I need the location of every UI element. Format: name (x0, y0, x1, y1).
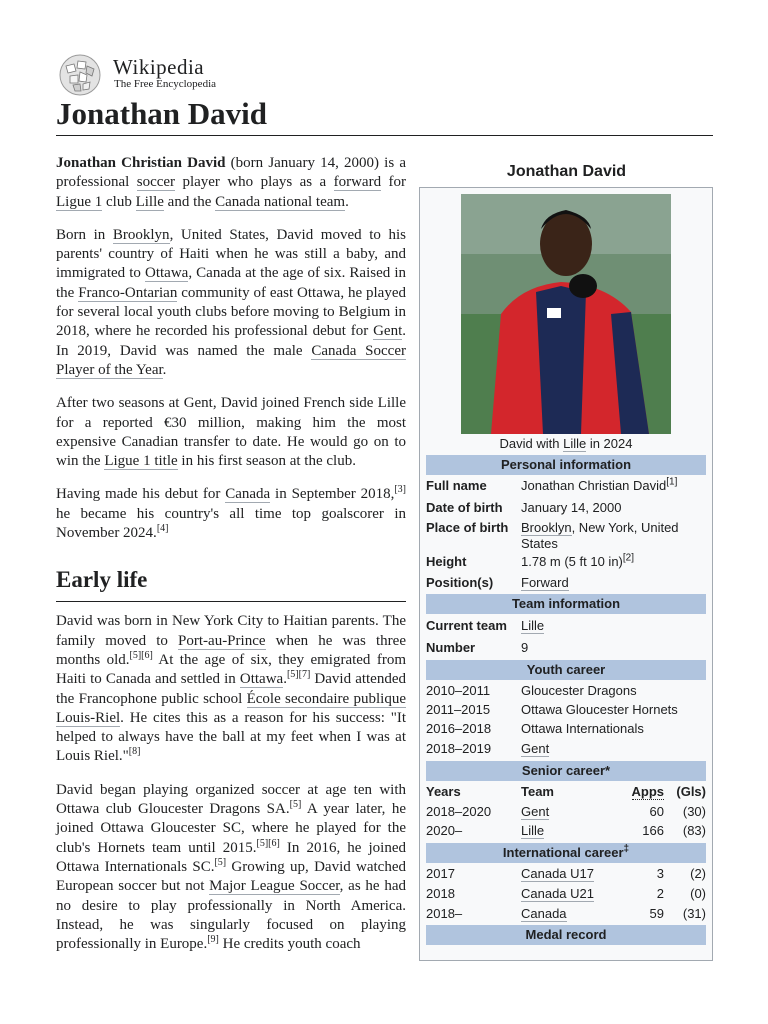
text: , Canada at the age of six. Raised in the (56, 265, 406, 301)
intro-paragraph-3 (56, 394, 406, 471)
reference-link[interactable]: [2] (622, 552, 635, 564)
reference-link[interactable]: [5] (214, 856, 227, 868)
image-caption (420, 436, 712, 452)
team (521, 866, 631, 882)
section-header-team: Team information (426, 594, 706, 614)
text: , New York, United States (521, 520, 679, 551)
text: He credits youth coach (218, 936, 361, 953)
title-divider (56, 135, 713, 136)
text: 1.78 m (5 ft 10 in) (521, 554, 623, 569)
page-title: Jonathan David (56, 96, 268, 131)
reference-link[interactable]: [5][6] (129, 649, 153, 661)
label: Number (426, 640, 476, 655)
lead-name: Jonathan Christian David (56, 155, 226, 171)
team: Gloucester Dragons (521, 683, 637, 698)
team (521, 886, 631, 902)
label: Height (426, 554, 467, 569)
label: Place of birth (426, 520, 509, 535)
text: in his first season at the club. (177, 453, 356, 470)
label: Position(s) (426, 575, 494, 590)
text: David with (499, 436, 564, 451)
years: 2016–2018 (426, 721, 492, 736)
goals: (30) (682, 804, 706, 819)
label: Current team (426, 618, 507, 633)
link-brooklyn[interactable]: Brooklyn (112, 226, 170, 243)
reference-link[interactable]: [1] (666, 476, 678, 488)
text: Jonathan Christian David (521, 478, 667, 493)
text: In 2016, he joined Ottawa Internationals SC. (56, 839, 406, 875)
value: January 14, 2000 (521, 500, 622, 515)
team: Ottawa Gloucester Hornets (521, 702, 678, 717)
text: in 2024 (586, 436, 633, 451)
link-forward[interactable]: Forward (521, 575, 569, 590)
goals: (83) (682, 823, 706, 838)
value (521, 575, 706, 591)
text: . (283, 671, 287, 688)
link-ecole-louis-riel[interactable]: École secondaire publique Louis-Riel (56, 690, 406, 726)
team (521, 906, 631, 922)
team (521, 823, 631, 839)
link-ottawa[interactable]: Ottawa (145, 265, 189, 282)
column-years: Years (426, 784, 461, 799)
text: David attended the Francophone public school (56, 671, 406, 707)
reference-link[interactable]: [4] (156, 523, 169, 535)
link-lille[interactable]: Lille (135, 193, 164, 210)
reference-link[interactable]: [3] (394, 484, 406, 496)
reference-link[interactable]: [9] (207, 934, 219, 946)
apps: 59 (649, 906, 664, 921)
text: and the (163, 193, 216, 210)
intro-paragraph-1 (56, 154, 406, 212)
link-major-league-soccer[interactable]: Major League Soccer (209, 878, 340, 895)
link-canada-national-team[interactable]: Canada national team (215, 193, 346, 210)
link-canada[interactable]: Canada (225, 486, 271, 503)
wikipedia-tagline: The Free Encyclopedia (114, 78, 217, 90)
early-life-paragraph-2 (56, 781, 406, 955)
section-header-youth: Youth career (426, 660, 706, 680)
text: , as he had no desire to play professionally in North America. Instead, he was singularly focused on playing professionally in Europe. (56, 878, 406, 953)
text: Apps (631, 784, 664, 799)
goals: (2) (690, 866, 706, 881)
link-ottawa[interactable]: Ottawa (239, 671, 284, 688)
apps: 3 (656, 866, 664, 881)
link-canada-u17[interactable]: Canada U17 (521, 866, 594, 881)
value (521, 478, 706, 494)
goals: (0) (690, 886, 706, 901)
text: for (381, 174, 406, 191)
intro-paragraph-2 (56, 226, 406, 380)
player-photo[interactable] (461, 194, 671, 434)
text: . In 2019, David was named the male (56, 323, 406, 359)
years: 2018–2020 (426, 804, 492, 819)
reference-link[interactable]: [5][6] (256, 837, 280, 849)
text: Growing up, David watched European soccer but not (56, 858, 406, 895)
text: A year later, he joined Ottawa Gloucester SC, where he played for the club's Hornets team until 2015. (56, 801, 406, 856)
link-franco-ontarian[interactable]: Franco-Ontarian (78, 284, 178, 301)
apps: 60 (649, 804, 664, 819)
text: community of east Ottawa, he played for several local youth clubs before moving to Belgium in 2018, where he recorded his professional debut for (56, 284, 406, 340)
link-ligue-1-title[interactable]: Ligue 1 title (104, 453, 178, 470)
years: 2017 (426, 866, 455, 881)
years: 2018– (426, 906, 463, 921)
link-gent[interactable]: Gent (521, 741, 550, 756)
link-port-au-prince[interactable]: Port-au-Prince (178, 632, 266, 649)
apps: 166 (642, 823, 664, 838)
text: . He cites this as a reason for his success: "It helped to always have the ball at my feet when I was at Louis Riel." (56, 709, 406, 765)
link-player-of-the-year[interactable]: Canada Soccer Player of the Year (56, 342, 406, 378)
text: . (162, 361, 167, 378)
section-header-international (426, 843, 706, 863)
value (521, 618, 706, 634)
years: 2020– (426, 823, 463, 838)
label: Date of birth (426, 500, 503, 515)
years: 2018–2019 (426, 741, 492, 756)
years: 2010–2011 (426, 683, 491, 698)
text: . (345, 193, 349, 210)
link-gent[interactable]: Gent (521, 804, 550, 819)
link-brooklyn[interactable]: Brooklyn (521, 520, 572, 535)
apps: 2 (656, 886, 664, 901)
years: 2011–2015 (426, 702, 491, 717)
link-ligue-1[interactable]: Ligue 1 (56, 193, 103, 210)
section-header-personal: Personal information (426, 455, 706, 475)
early-life-paragraph-1 (56, 612, 406, 766)
wikipedia-wordmark[interactable]: Wikipedia (113, 55, 205, 79)
column-team: Team (521, 784, 554, 799)
text: in September 2018, (270, 486, 395, 503)
infobox-title: Jonathan David (506, 163, 627, 180)
reference-link[interactable]: [8] (128, 746, 141, 758)
text: David was born in New York City to Haitian parents. The family moved to (56, 613, 406, 649)
text: Born in (56, 226, 113, 243)
link-lille[interactable]: Lille (521, 618, 545, 633)
section-header-senior: Senior career* (426, 761, 706, 781)
link-lille[interactable]: Lille (521, 823, 545, 838)
footnote-mark[interactable]: ‡ (623, 843, 630, 855)
link-canada[interactable]: Canada (521, 906, 567, 921)
text: (born January 14, 2000) is a professional (56, 155, 406, 191)
section-header-medal-record[interactable]: Medal record (426, 925, 706, 945)
section-heading-early-life: Early life (56, 563, 406, 602)
text: club (102, 193, 136, 210)
text: player who plays as a (175, 174, 334, 191)
years: 2018 (426, 886, 455, 901)
value: 9 (521, 640, 529, 655)
reference-link[interactable]: [5][7] (286, 669, 311, 681)
text: he became his country's all time top goalscorer in November 2024. (56, 505, 406, 542)
text: At the age of six, they emigrated from Haiti to Canada and settled in (56, 651, 406, 688)
link-forward[interactable]: forward (333, 174, 382, 191)
intro-paragraph-4 (56, 485, 406, 543)
column-apps[interactable] (626, 784, 664, 800)
text: David began playing organized soccer at age ten with Ottawa club Gloucester Dragons SA. (56, 781, 406, 818)
text: After two seasons at Gent, David joined French side Lille for a reported €30 million, making him the most expensive Canadian transfer to date. He would go on to win the (56, 395, 406, 470)
link-gent[interactable]: Gent (373, 323, 403, 340)
link-soccer[interactable]: soccer (136, 174, 176, 191)
reference-link[interactable]: [5] (289, 799, 302, 811)
label: Full name (426, 478, 487, 493)
link-canada-u21[interactable]: Canada U21 (521, 886, 594, 901)
team (521, 741, 706, 757)
team (521, 804, 631, 820)
team: Ottawa Internationals (521, 721, 644, 736)
goals: (31) (682, 906, 706, 921)
value (521, 554, 706, 570)
text: , United States, David moved to his parents' country of Haiti when he was still a baby, and immigrated to (56, 226, 407, 282)
link-lille[interactable]: Lille (563, 436, 587, 451)
wikipedia-globe-logo[interactable] (56, 54, 104, 96)
article-body (56, 154, 406, 968)
text: when he was three months old. (56, 632, 406, 668)
text: International career (502, 845, 624, 860)
column-goals[interactable]: (Gls) (676, 784, 706, 799)
infobox (419, 187, 713, 961)
text: Having made his debut for (56, 486, 226, 503)
value (521, 520, 706, 552)
